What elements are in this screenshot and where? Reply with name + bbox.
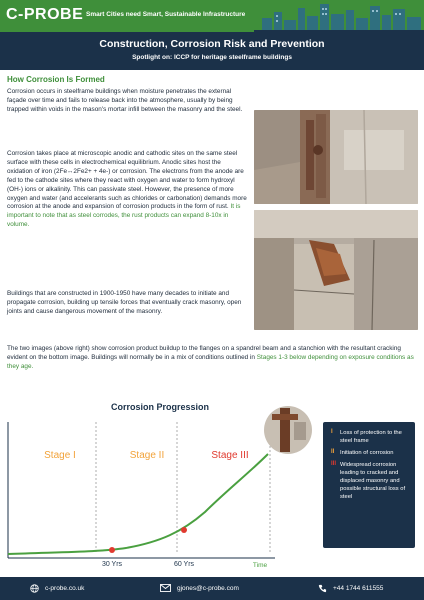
phone-icon: [318, 584, 327, 593]
legend-item-stage-3: [331, 461, 409, 501]
page-title: Construction, Corrosion Risk and Prevention: [99, 38, 325, 50]
title-banner: [0, 32, 424, 70]
x-tick-60-yrs: 60 Yrs: [173, 561, 195, 568]
corrosion-curve: [8, 454, 268, 554]
stage-marker-2: [181, 527, 187, 533]
paragraph-moisture: Corrosion occurs in steelframe buildings when moisture penetrates the external façade over time and fails to release back into the atmosphere, usually by being trapped within voids in the mason's mortar infill between the masonry and the steel.: [7, 88, 243, 113]
x-tick-30-yrs: 30 Yrs: [101, 561, 123, 568]
logo: C-PROBE: [6, 6, 84, 23]
stages-highlight: Stages 1-3 below depending on exposure conditions as they age.: [7, 353, 414, 370]
legend-text: Loss of protection to the steel frame: [340, 430, 402, 444]
legend-num: II: [331, 449, 335, 455]
paragraph-electrochemistry: [7, 150, 247, 230]
footer-email[interactable]: [160, 584, 239, 592]
stage-label-2: Stage II: [129, 450, 165, 461]
legend-item-stage-2: [331, 449, 409, 457]
paragraph-electrochemistry-text: Corrosion takes place at microscopic anodic and cathodic sites on the same steel surface with these cells in electrochemical equilibrium. Anodic sites host the oxidation of iron (2Fe↔2Fe2+ + 4e-) or corrosion. The electrons from the anode are fed to the cathode sites where they react with oxygen and water to form hydroxyl (OH-) ions or alkalinity. This can passivate steel. However, the presence of more oxygen and water (and accelerants such as chlorides or carbonation) demands more corrosion at the anode and expansion of corrosion products in the form of rust.: [7, 150, 247, 211]
chart-title: Corrosion Progression: [110, 402, 210, 412]
legend-text: Initiation of corrosion: [340, 450, 394, 456]
image-caption: [7, 345, 419, 372]
page-subtitle: Spotlight on: ICCP for heritage steelframe buildings: [132, 54, 292, 61]
stage-label-3: Stage III: [211, 450, 249, 461]
section-heading: How Corrosion Is Formed: [7, 75, 105, 84]
x-axis-label: Time: [252, 562, 268, 569]
image-caption-text: The two images (above right) show corrosion product buildup to the flanges on a spandrel beam and a stanchion with the resultant cracking evident on the bottom image. Buildings will normally be in a mix of conditions outlined in: [7, 345, 401, 361]
corroded-stanchion-image: [264, 406, 312, 454]
phone-number[interactable]: +44 1744 611555: [333, 585, 384, 592]
envelope-icon: [160, 584, 171, 592]
spandrel-beam-corrosion-photo: [254, 110, 418, 204]
stage-marker-1: [109, 547, 115, 553]
globe-icon: [30, 584, 39, 593]
legend-text: Widespread corrosion leading to cracked and displaced masonry and possible structural loss of steel: [340, 462, 406, 500]
city-skyline-graphic: [254, 0, 424, 32]
email-link[interactable]: gjones@c-probe.com: [177, 584, 239, 592]
header-bar: [0, 0, 424, 32]
footer-phone[interactable]: [318, 584, 383, 593]
footer-website[interactable]: [30, 584, 84, 593]
stanchion-cracking-photo: [254, 210, 418, 330]
rust-expansion-highlight: It is important to note that as steel corrodes, the rust products can expand 8-10x in volume.: [7, 203, 241, 229]
stage-legend: [323, 422, 415, 548]
stage-label-1: Stage I: [44, 450, 76, 461]
tagline: Smart Cities need Smart, Sustainable Infrastructure: [86, 11, 246, 18]
footer-bar: [0, 577, 424, 600]
paragraph-building-age: Buildings that are constructed in 1900-1950 have many decades to initiate and propagate corrosion, building up tensile forces that eventually crack masonry, open joints and cause dangerous movement of the masonry.: [7, 290, 242, 315]
legend-item-stage-1: [331, 429, 409, 445]
website-link[interactable]: c-probe.co.uk: [45, 585, 85, 592]
legend-num: III: [331, 461, 337, 467]
legend-num: I: [331, 429, 333, 435]
